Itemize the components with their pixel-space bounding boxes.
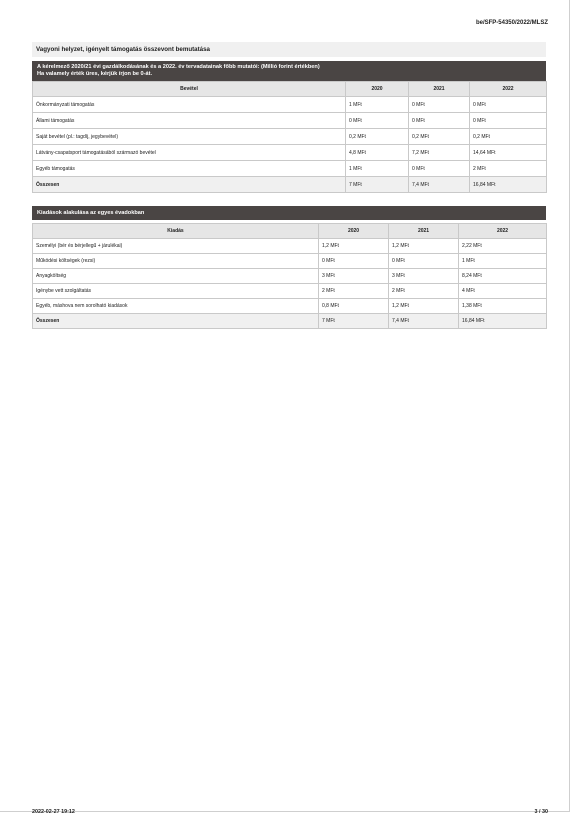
- cell-2020: 0 MFt: [319, 254, 389, 269]
- income-col-2021: 2021: [409, 82, 470, 97]
- cell-2020: 0,8 MFt: [319, 299, 389, 314]
- table-row: [33, 161, 547, 177]
- table-row: [33, 284, 547, 299]
- cell-2020: 0,2 MFt: [346, 129, 409, 145]
- table-row: [33, 239, 547, 254]
- income-col-2020: 2020: [346, 82, 409, 97]
- table-row: [33, 145, 547, 161]
- income-total-row: [33, 177, 547, 193]
- expense-total-row: [33, 314, 547, 329]
- cell-2020: 4,8 MFt: [346, 145, 409, 161]
- total-2021: 7,4 MFt: [409, 177, 470, 193]
- total-2020: 7 MFt: [319, 314, 389, 329]
- total-2022: 16,84 MFt: [459, 314, 547, 329]
- cell-2020: 1 MFt: [346, 97, 409, 113]
- income-col-2022: 2022: [470, 82, 547, 97]
- row-label: Állami támogatás: [33, 113, 346, 129]
- expense-col-label: Kiadás: [33, 224, 319, 239]
- expense-table: [32, 223, 547, 329]
- expense-col-2022: 2022: [459, 224, 547, 239]
- cell-2022: 0 MFt: [470, 113, 547, 129]
- row-label: Működési költségek (rezsi): [33, 254, 319, 269]
- cell-2020: 2 MFt: [319, 284, 389, 299]
- cell-2020: 1,2 MFt: [319, 239, 389, 254]
- total-label: Összesen: [33, 177, 346, 193]
- expense-header: Kiadások alakulása az egyes évadokban: [32, 206, 546, 220]
- row-label: Saját bevétel (pl.: tagdíj, jegybevétel): [33, 129, 346, 145]
- cell-2021: 0 MFt: [409, 161, 470, 177]
- cell-2021: 1,2 MFt: [389, 239, 459, 254]
- row-label: Egyéb támogatás: [33, 161, 346, 177]
- income-table-header-row: [33, 82, 547, 97]
- income-col-label: Bevétel: [33, 82, 346, 97]
- expense-col-2020: 2020: [319, 224, 389, 239]
- cell-2021: 2 MFt: [389, 284, 459, 299]
- expense-block: [32, 206, 546, 329]
- cell-2020: 0 MFt: [346, 113, 409, 129]
- footer-page-number: 3 / 30: [534, 809, 548, 815]
- table-row: [33, 269, 547, 284]
- expense-col-2021: 2021: [389, 224, 459, 239]
- income-block: [32, 61, 546, 193]
- total-2022: 16,84 MFt: [470, 177, 547, 193]
- row-label: Igénybe vett szolgáltatás: [33, 284, 319, 299]
- cell-2021: 0,2 MFt: [409, 129, 470, 145]
- expense-table-header-row: [33, 224, 547, 239]
- total-2021: 7,4 MFt: [389, 314, 459, 329]
- section-title: Vagyoni helyzet, igényelt támogatás összevont bemutatása: [32, 42, 546, 57]
- cell-2022: 1,38 MFt: [459, 299, 547, 314]
- row-label: Egyéb, máshova nem sorolható kiadások: [33, 299, 319, 314]
- table-row: [33, 254, 547, 269]
- table-row: [33, 113, 547, 129]
- cell-2022: 0 MFt: [470, 97, 547, 113]
- cell-2022: 0,2 MFt: [470, 129, 547, 145]
- document-id: be/SFP-54350/2022/MLSZ: [475, 20, 548, 26]
- income-header-line1: A kérelmező 2020/21 évi gazdálkodásának és a 2022. év tervadatainak főbb mutatói: (Millió forint értékben): [37, 64, 320, 70]
- cell-2021: 1,2 MFt: [389, 299, 459, 314]
- cell-2022: 1 MFt: [459, 254, 547, 269]
- cell-2022: 14,64 MFt: [470, 145, 547, 161]
- cell-2020: 1 MFt: [346, 161, 409, 177]
- cell-2021: 7,2 MFt: [409, 145, 470, 161]
- cell-2022: 4 MFt: [459, 284, 547, 299]
- table-row: [33, 97, 547, 113]
- row-label: Anyagköltség: [33, 269, 319, 284]
- cell-2021: 0 MFt: [409, 113, 470, 129]
- table-row: [33, 129, 547, 145]
- income-header-line2: Ha valamely érték üres, kérjük írjon be 0-át.: [37, 71, 153, 77]
- cell-2021: 0 MFt: [409, 97, 470, 113]
- cell-2021: 0 MFt: [389, 254, 459, 269]
- row-label: Látvány-csapatsport támogatásából származó bevétel: [33, 145, 346, 161]
- income-header: [32, 61, 546, 81]
- cell-2022: 2 MFt: [470, 161, 547, 177]
- cell-2020: 3 MFt: [319, 269, 389, 284]
- total-2020: 7 MFt: [346, 177, 409, 193]
- footer-date: 2022-02-27 19:12: [32, 809, 75, 815]
- row-label: Önkormányzati támogatás: [33, 97, 346, 113]
- row-label: Személyi (bér és bérjellegű + járulékai): [33, 239, 319, 254]
- cell-2021: 3 MFt: [389, 269, 459, 284]
- table-row: [33, 299, 547, 314]
- income-table: [32, 81, 547, 193]
- cell-2022: 2,22 MFt: [459, 239, 547, 254]
- cell-2022: 8,24 MFt: [459, 269, 547, 284]
- total-label: Összesen: [33, 314, 319, 329]
